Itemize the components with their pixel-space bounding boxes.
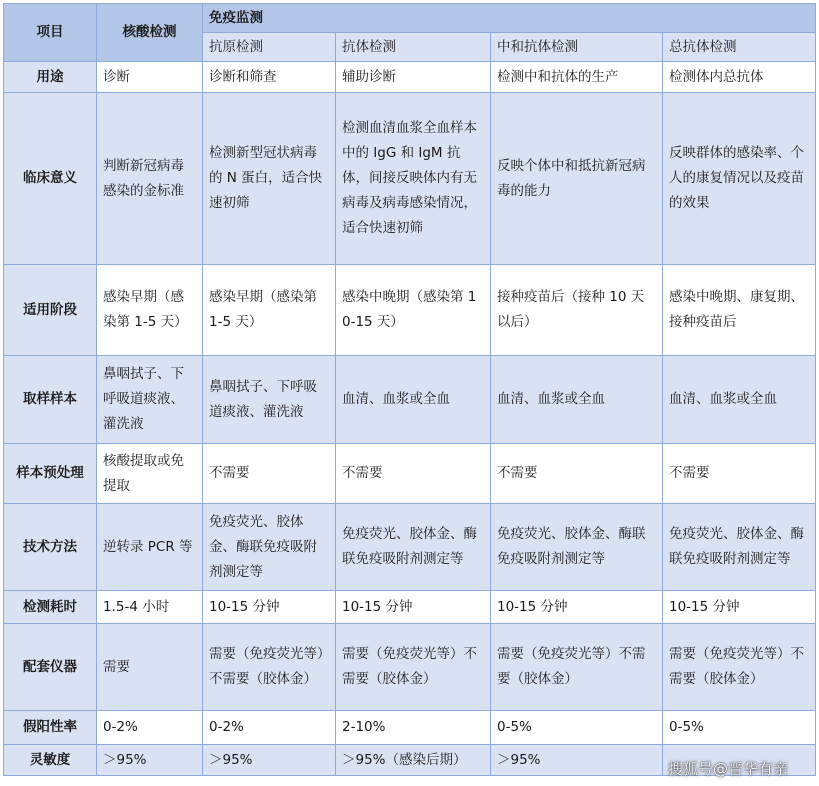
- table-row: [4, 624, 816, 711]
- row-label: 适用阶段: [4, 265, 97, 356]
- cell: 2-10%: [336, 711, 491, 745]
- table-row: [4, 504, 816, 591]
- cell: ＞95%: [203, 745, 336, 776]
- subheader-antigen: 抗原检测: [203, 33, 336, 62]
- row-label: 临床意义: [4, 93, 97, 265]
- cell: 10-15 分钟: [336, 591, 491, 624]
- cell-nucleic: 逆转录 PCR 等: [97, 504, 203, 591]
- cell: 血清、血浆或全血: [336, 356, 491, 444]
- cell-nucleic: 诊断: [97, 62, 203, 93]
- row-label: 灵敏度: [4, 745, 97, 776]
- watermark: 搜狐号@晋华有亲: [668, 760, 789, 778]
- cell: 检测体内总抗体: [663, 62, 816, 93]
- cell: 不需要: [663, 444, 816, 504]
- cell: 感染早期（感染第 1-5 天）: [203, 265, 336, 356]
- cell: 不需要: [336, 444, 491, 504]
- row-label: 技术方法: [4, 504, 97, 591]
- comparison-table: [3, 3, 816, 776]
- cell: 0-2%: [203, 711, 336, 745]
- cell: 需要（免疫荧光等）不需要（胶体金）: [203, 624, 336, 711]
- cell: 血清、血浆或全血: [491, 356, 663, 444]
- cell-nucleic: 1.5-4 小时: [97, 591, 203, 624]
- subheader-antibody: 抗体检测: [336, 33, 491, 62]
- subheader-total-antibody: 总抗体检测: [663, 33, 816, 62]
- cell: 反映群体的感染率、个人的康复情况以及疫苗的效果: [663, 93, 816, 265]
- cell: 感染中晚期、康复期、接种疫苗后: [663, 265, 816, 356]
- cell: 鼻咽拭子、下呼吸道痰液、灌洗液: [203, 356, 336, 444]
- cell: 接种疫苗后（接种 10 天以后）: [491, 265, 663, 356]
- cell: 需要（免疫荧光等）不需要（胶体金）: [491, 624, 663, 711]
- cell: 10-15 分钟: [663, 591, 816, 624]
- row-label: 配套仪器: [4, 624, 97, 711]
- row-label: 取样样本: [4, 356, 97, 444]
- cell: 检测中和抗体的生产: [491, 62, 663, 93]
- cell: 辅助诊断: [336, 62, 491, 93]
- cell: 免疫荧光、胶体金、酶联免疫吸附剂测定等: [203, 504, 336, 591]
- cell-nucleic: 判断新冠病毒感染的金标准: [97, 93, 203, 265]
- row-label: 假阳性率: [4, 711, 97, 745]
- table-row: [4, 265, 816, 356]
- cell: 10-15 分钟: [203, 591, 336, 624]
- cell: 不需要: [203, 444, 336, 504]
- cell: ＞95%: [491, 745, 663, 776]
- cell: 0-5%: [663, 711, 816, 745]
- header-nucleic: 核酸检测: [97, 4, 203, 62]
- row-label: 样本预处理: [4, 444, 97, 504]
- cell: 不需要: [491, 444, 663, 504]
- table-row: [4, 444, 816, 504]
- cell: 需要（免疫荧光等）不需要（胶体金）: [336, 624, 491, 711]
- cell: 免疫荧光、胶体金、酶联免疫吸附剂测定等: [663, 504, 816, 591]
- cell-nucleic: 0-2%: [97, 711, 203, 745]
- table-row: [4, 62, 816, 93]
- cell: 反映个体中和抵抗新冠病毒的能力: [491, 93, 663, 265]
- header-item: 项目: [4, 4, 97, 62]
- cell: 感染中晚期（感染第 10-15 天）: [336, 265, 491, 356]
- cell: 需要（免疫荧光等）不需要（胶体金）: [663, 624, 816, 711]
- cell-nucleic: 需要: [97, 624, 203, 711]
- cell: 免疫荧光、胶体金、酶联免疫吸附剂测定等: [491, 504, 663, 591]
- cell-nucleic: 鼻咽拭子、下呼吸道痰液、灌洗液: [97, 356, 203, 444]
- subheader-neutralizing: 中和抗体检测: [491, 33, 663, 62]
- cell: 0-5%: [491, 711, 663, 745]
- cell: ＞95%（感染后期）: [336, 745, 491, 776]
- cell-nucleic: 核酸提取或免提取: [97, 444, 203, 504]
- cell: 检测新型冠状病毒的 N 蛋白，适合快速初筛: [203, 93, 336, 265]
- row-label: 检测耗时: [4, 591, 97, 624]
- cell: 诊断和筛查: [203, 62, 336, 93]
- table-row: [4, 591, 816, 624]
- cell-nucleic: ＞95%: [97, 745, 203, 776]
- cell: 检测血清血浆全血样本中的 IgG 和 IgM 抗体，间接反映体内有无病毒及病毒感染情况，适合快速初筛: [336, 93, 491, 265]
- row-label: 用途: [4, 62, 97, 93]
- cell: 10-15 分钟: [491, 591, 663, 624]
- table-row: [4, 356, 816, 444]
- cell: 血清、血浆或全血: [663, 356, 816, 444]
- header-immuno: 免疫监测: [203, 4, 816, 33]
- cell: 免疫荧光、胶体金、酶联免疫吸附剂测定等: [336, 504, 491, 591]
- table-row: [4, 93, 816, 265]
- table-row: [4, 711, 816, 745]
- cell-nucleic: 感染早期（感染第 1-5 天）: [97, 265, 203, 356]
